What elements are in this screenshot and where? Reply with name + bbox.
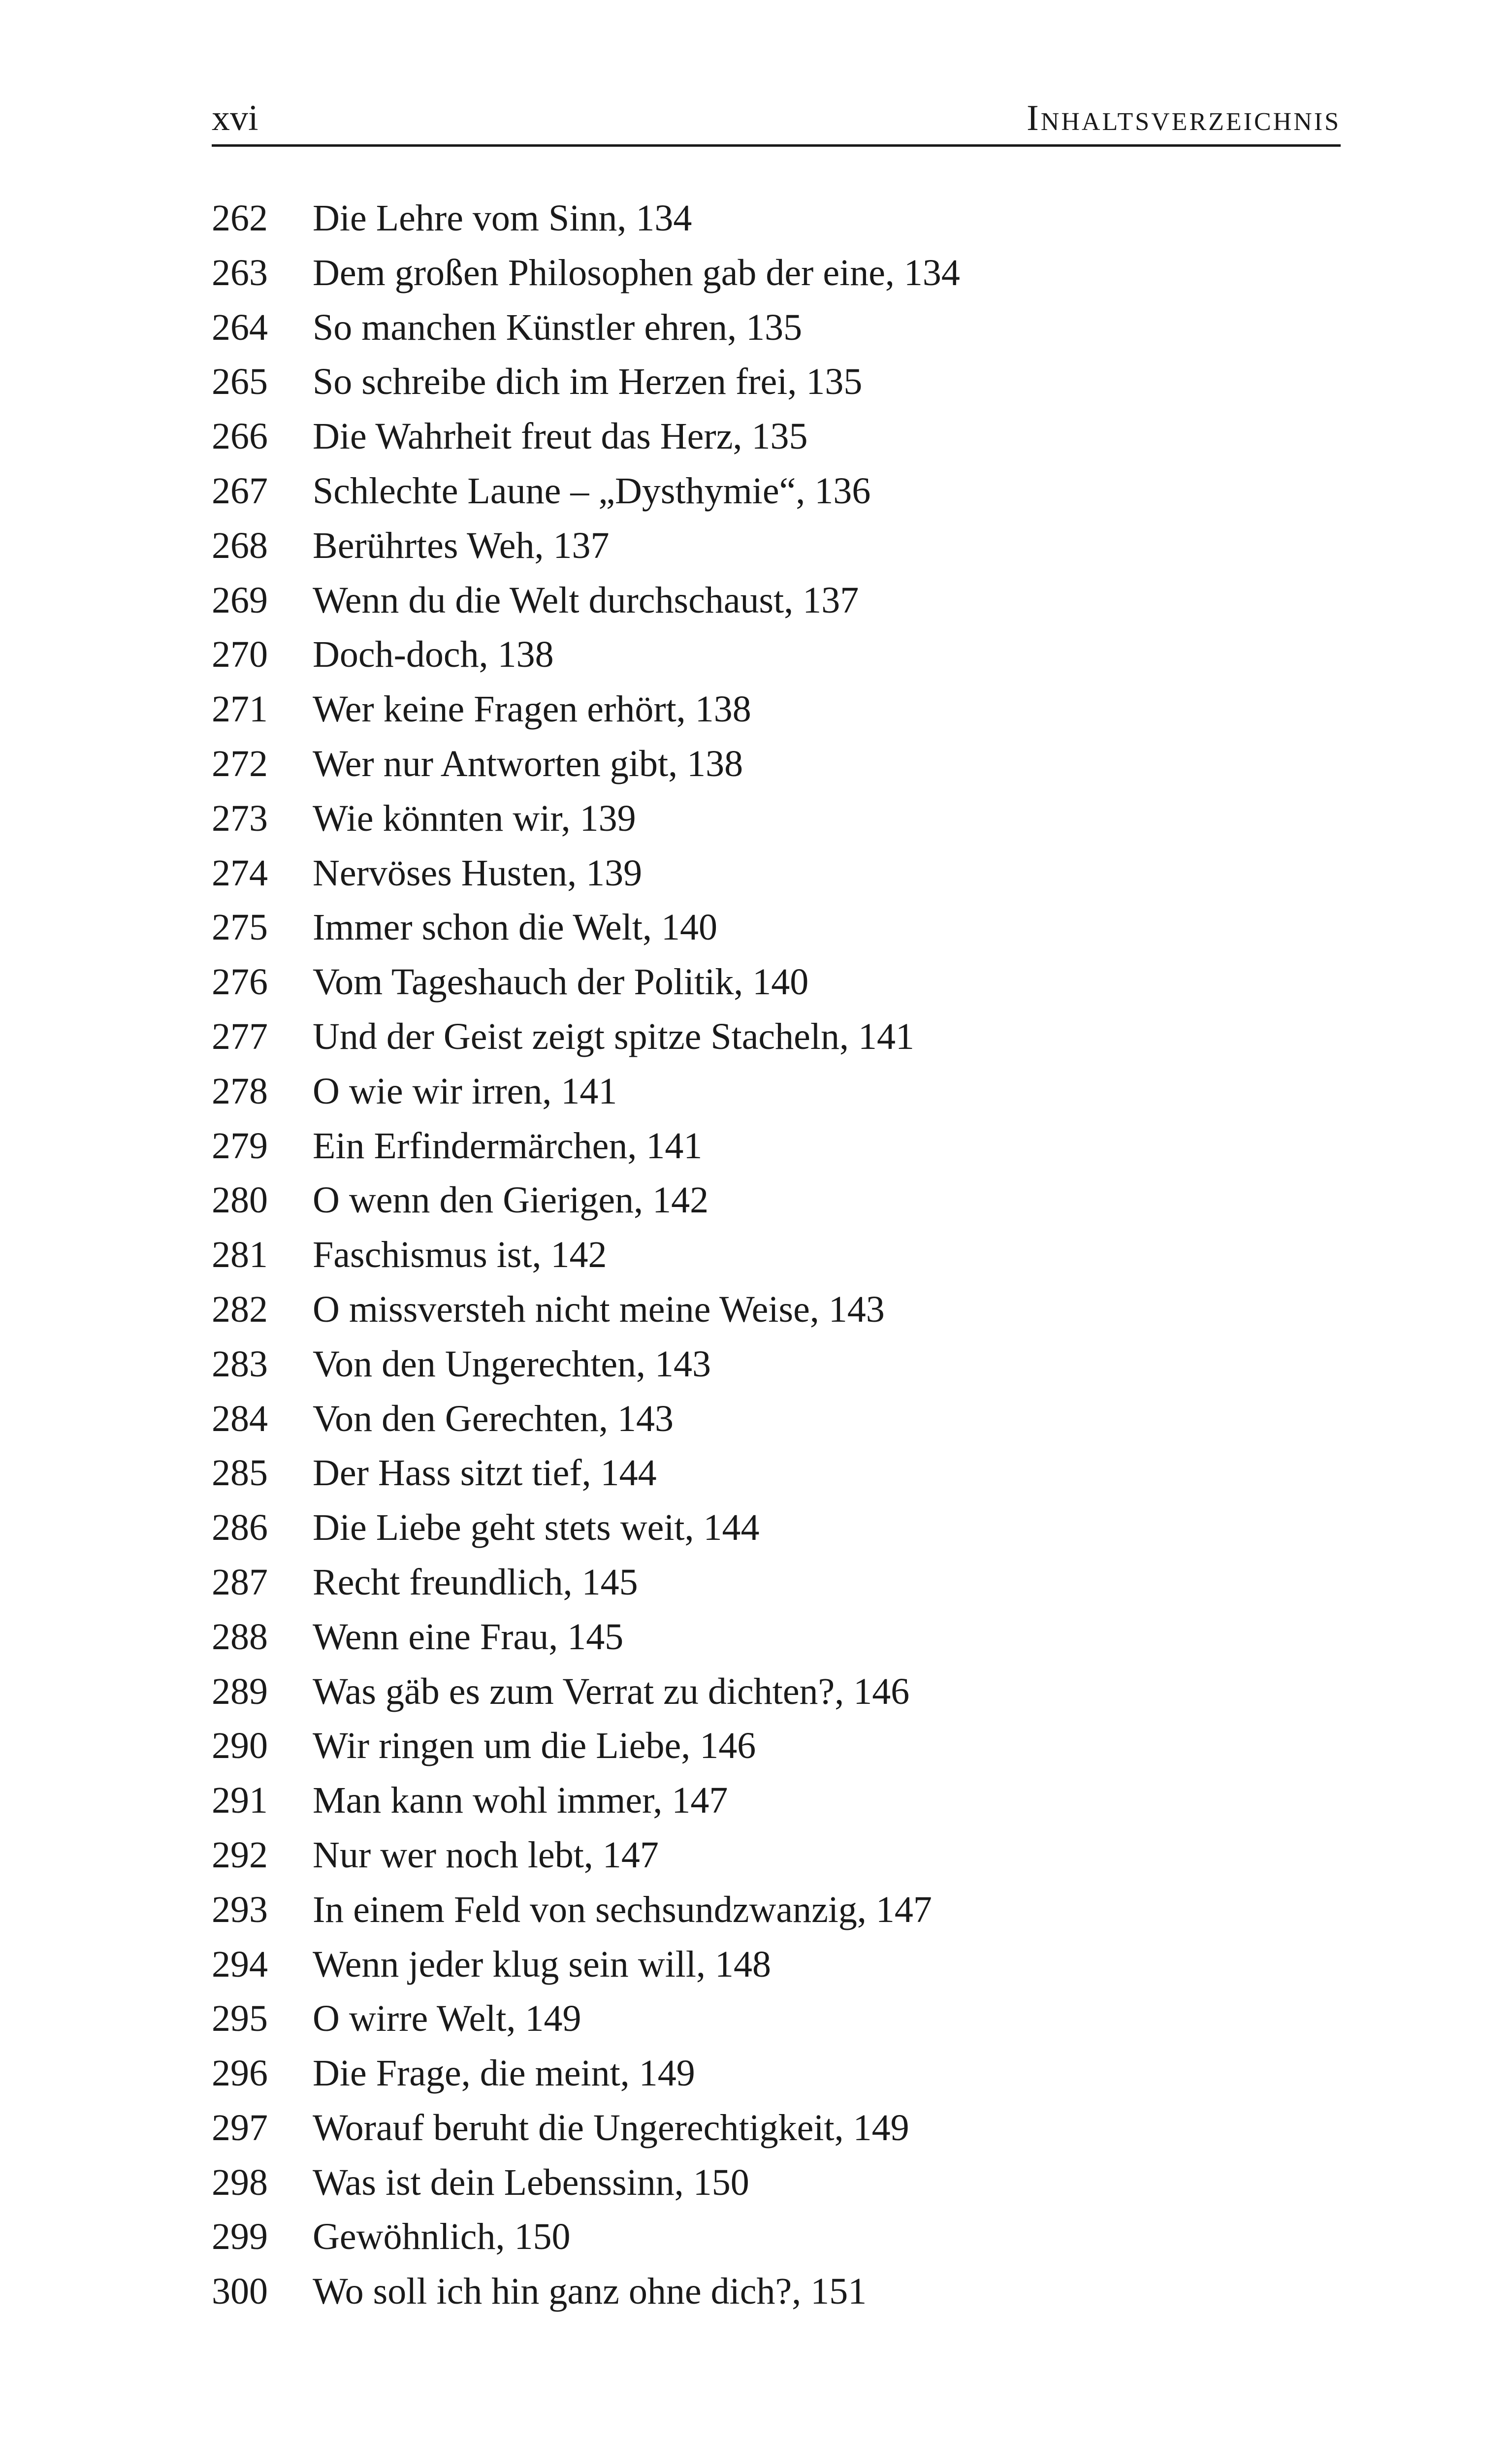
toc-entry-title: Die Frage, die meint, 149 bbox=[313, 2052, 695, 2094]
toc-entry bbox=[212, 1773, 1341, 1828]
toc-entry-number: 268 bbox=[212, 524, 268, 566]
toc-entry-title: Faschismus ist, 142 bbox=[313, 1234, 607, 1276]
toc-entry bbox=[212, 519, 1341, 573]
toc-entry-number: 290 bbox=[212, 1725, 268, 1767]
toc-entry bbox=[212, 191, 1341, 246]
toc-entry-number: 296 bbox=[212, 2052, 268, 2094]
toc-entry-number: 297 bbox=[212, 2107, 268, 2149]
toc-entry-number: 294 bbox=[212, 1943, 268, 1985]
toc-entry-title: Worauf beruht die Ungerechtigkeit, 149 bbox=[313, 2107, 909, 2149]
toc-entry-title: O wirre Welt, 149 bbox=[313, 1998, 581, 2040]
toc-entry-title: Was ist dein Lebenssinn, 150 bbox=[313, 2161, 749, 2203]
toc-entry-title: Wenn jeder klug sein will, 148 bbox=[313, 1943, 772, 1985]
toc-entry-title: Und der Geist zeigt spitze Stacheln, 141 bbox=[313, 1015, 915, 1057]
toc-entry bbox=[212, 627, 1341, 682]
toc-entry-number: 295 bbox=[212, 1998, 268, 2040]
toc-entry-title: O wie wir irren, 141 bbox=[313, 1070, 617, 1112]
toc-entry-title: Was gäb es zum Verrat zu dichten?, 146 bbox=[313, 1670, 910, 1712]
toc-entry bbox=[212, 955, 1341, 1010]
toc-entry bbox=[212, 2264, 1341, 2319]
toc-entry-title: Man kann wohl immer, 147 bbox=[313, 1780, 728, 1822]
toc-entry-title: Berührtes Weh, 137 bbox=[313, 524, 610, 566]
toc-entry-number: 277 bbox=[212, 1015, 268, 1057]
toc-entry bbox=[212, 409, 1341, 464]
toc-entry-title: Ein Erfindermärchen, 141 bbox=[313, 1125, 703, 1167]
toc-entry-number: 272 bbox=[212, 743, 268, 784]
toc-entry-title: So schreibe dich im Herzen frei, 135 bbox=[313, 361, 863, 403]
toc-entry-title: In einem Feld von sechsundzwanzig, 147 bbox=[313, 1889, 932, 1930]
toc-entry bbox=[212, 1991, 1341, 2046]
toc-entry-number: 279 bbox=[212, 1125, 268, 1167]
toc-entry bbox=[212, 300, 1341, 355]
toc-entry-number: 284 bbox=[212, 1398, 268, 1439]
toc-entry-number: 292 bbox=[212, 1834, 268, 1876]
toc-entry-number: 269 bbox=[212, 579, 268, 621]
toc-entry bbox=[212, 1500, 1341, 1555]
toc-entry bbox=[212, 1337, 1341, 1392]
toc-entry-number: 300 bbox=[212, 2271, 268, 2313]
toc-entry-number: 273 bbox=[212, 797, 268, 839]
toc-entry-number: 293 bbox=[212, 1889, 268, 1930]
toc-entry-number: 287 bbox=[212, 1561, 268, 1603]
toc-entry bbox=[212, 1719, 1341, 1773]
toc-entry-number: 274 bbox=[212, 852, 268, 894]
toc-entry-number: 299 bbox=[212, 2216, 268, 2258]
toc-entry-title: Wer keine Fragen erhört, 138 bbox=[313, 688, 751, 730]
toc-entry-title: O wenn den Gierigen, 142 bbox=[313, 1179, 709, 1221]
toc-entry bbox=[212, 1446, 1341, 1500]
toc-entry bbox=[212, 1228, 1341, 1282]
toc-entry bbox=[212, 1119, 1341, 1173]
toc-entry-title: Recht freundlich, 145 bbox=[313, 1561, 638, 1603]
toc-entry bbox=[212, 573, 1341, 628]
toc-entry bbox=[212, 1937, 1341, 1992]
toc-entry bbox=[212, 2101, 1341, 2155]
toc-entry bbox=[212, 900, 1341, 955]
toc-entry-title: Die Lehre vom Sinn, 134 bbox=[313, 197, 692, 239]
toc-entry-number: 276 bbox=[212, 961, 268, 1003]
toc-entry-title: Dem großen Philosophen gab der eine, 134 bbox=[313, 252, 960, 293]
toc-entry bbox=[212, 2155, 1341, 2210]
toc-entry bbox=[212, 464, 1341, 519]
toc-entry bbox=[212, 1064, 1341, 1119]
toc-entry-title: Nur wer noch lebt, 147 bbox=[313, 1834, 659, 1876]
toc-entry-number: 280 bbox=[212, 1179, 268, 1221]
toc-entry-number: 275 bbox=[212, 907, 268, 948]
toc-entry-number: 286 bbox=[212, 1507, 268, 1549]
toc-entry bbox=[212, 1010, 1341, 1064]
toc-entry-title: Die Liebe geht stets weit, 144 bbox=[313, 1507, 760, 1549]
toc-entry bbox=[212, 2046, 1341, 2101]
toc-entry bbox=[212, 1664, 1341, 1719]
toc-entry-number: 262 bbox=[212, 197, 268, 239]
toc-entry bbox=[212, 791, 1341, 846]
toc-entry-number: 263 bbox=[212, 252, 268, 293]
toc-entry bbox=[212, 682, 1341, 737]
toc-entry-title: Von den Gerechten, 143 bbox=[313, 1398, 674, 1439]
toc-entry bbox=[212, 846, 1341, 901]
toc-entry-title: Wenn du die Welt durchschaust, 137 bbox=[313, 579, 859, 621]
section-title: Inhaltsverzeichnis bbox=[1027, 98, 1341, 138]
toc-entry bbox=[212, 1392, 1341, 1446]
toc-entry-title: Wo soll ich hin ganz ohne dich?, 151 bbox=[313, 2271, 867, 2313]
toc-entry-title: Der Hass sitzt tief, 144 bbox=[313, 1452, 657, 1494]
toc-entry bbox=[212, 1883, 1341, 1937]
table-of-contents bbox=[212, 191, 1341, 2319]
toc-entry bbox=[212, 1282, 1341, 1337]
toc-entry bbox=[212, 1173, 1341, 1228]
toc-entry bbox=[212, 2210, 1341, 2264]
toc-entry-title: O missversteh nicht meine Weise, 143 bbox=[313, 1288, 885, 1330]
toc-entry-number: 283 bbox=[212, 1343, 268, 1385]
toc-entry-number: 289 bbox=[212, 1670, 268, 1712]
toc-entry-number: 266 bbox=[212, 416, 268, 457]
toc-entry-title: Schlechte Laune – „Dysthymie“, 136 bbox=[313, 470, 871, 512]
toc-entry bbox=[212, 1828, 1341, 1883]
toc-entry-number: 282 bbox=[212, 1288, 268, 1330]
toc-entry bbox=[212, 737, 1341, 791]
toc-entry-number: 298 bbox=[212, 2161, 268, 2203]
toc-entry-title: Wenn eine Frau, 145 bbox=[313, 1616, 624, 1658]
toc-entry-title: Doch-doch, 138 bbox=[313, 634, 554, 676]
toc-entry-title: Wer nur Antworten gibt, 138 bbox=[313, 743, 743, 784]
toc-entry-number: 264 bbox=[212, 306, 268, 348]
header-rule bbox=[212, 144, 1341, 147]
toc-entry bbox=[212, 246, 1341, 300]
toc-entry-number: 267 bbox=[212, 470, 268, 512]
toc-entry-number: 271 bbox=[212, 688, 268, 730]
toc-entry-title: Wie könnten wir, 139 bbox=[313, 797, 636, 839]
toc-entry bbox=[212, 1555, 1341, 1610]
toc-entry-title: Die Wahrheit freut das Herz, 135 bbox=[313, 416, 808, 457]
toc-entry-title: Von den Ungerechten, 143 bbox=[313, 1343, 711, 1385]
toc-entry bbox=[212, 355, 1341, 409]
toc-entry-title: Nervöses Husten, 139 bbox=[313, 852, 643, 894]
toc-entry-number: 265 bbox=[212, 361, 268, 403]
toc-entry-number: 270 bbox=[212, 634, 268, 676]
toc-entry-title: Wir ringen um die Liebe, 146 bbox=[313, 1725, 756, 1767]
toc-entry-number: 281 bbox=[212, 1234, 268, 1276]
toc-entry-number: 278 bbox=[212, 1070, 268, 1112]
page-folio: xvi bbox=[212, 98, 258, 138]
running-head bbox=[212, 91, 1341, 145]
toc-entry-number: 291 bbox=[212, 1780, 268, 1822]
toc-entry-title: Gewöhnlich, 150 bbox=[313, 2216, 571, 2258]
toc-entry-number: 285 bbox=[212, 1452, 268, 1494]
toc-entry-title: Vom Tageshauch der Politik, 140 bbox=[313, 961, 809, 1003]
toc-entry-title: Immer schon die Welt, 140 bbox=[313, 907, 717, 948]
toc-entry bbox=[212, 1610, 1341, 1664]
toc-entry-title: So manchen Künstler ehren, 135 bbox=[313, 306, 803, 348]
toc-entry-number: 288 bbox=[212, 1616, 268, 1658]
